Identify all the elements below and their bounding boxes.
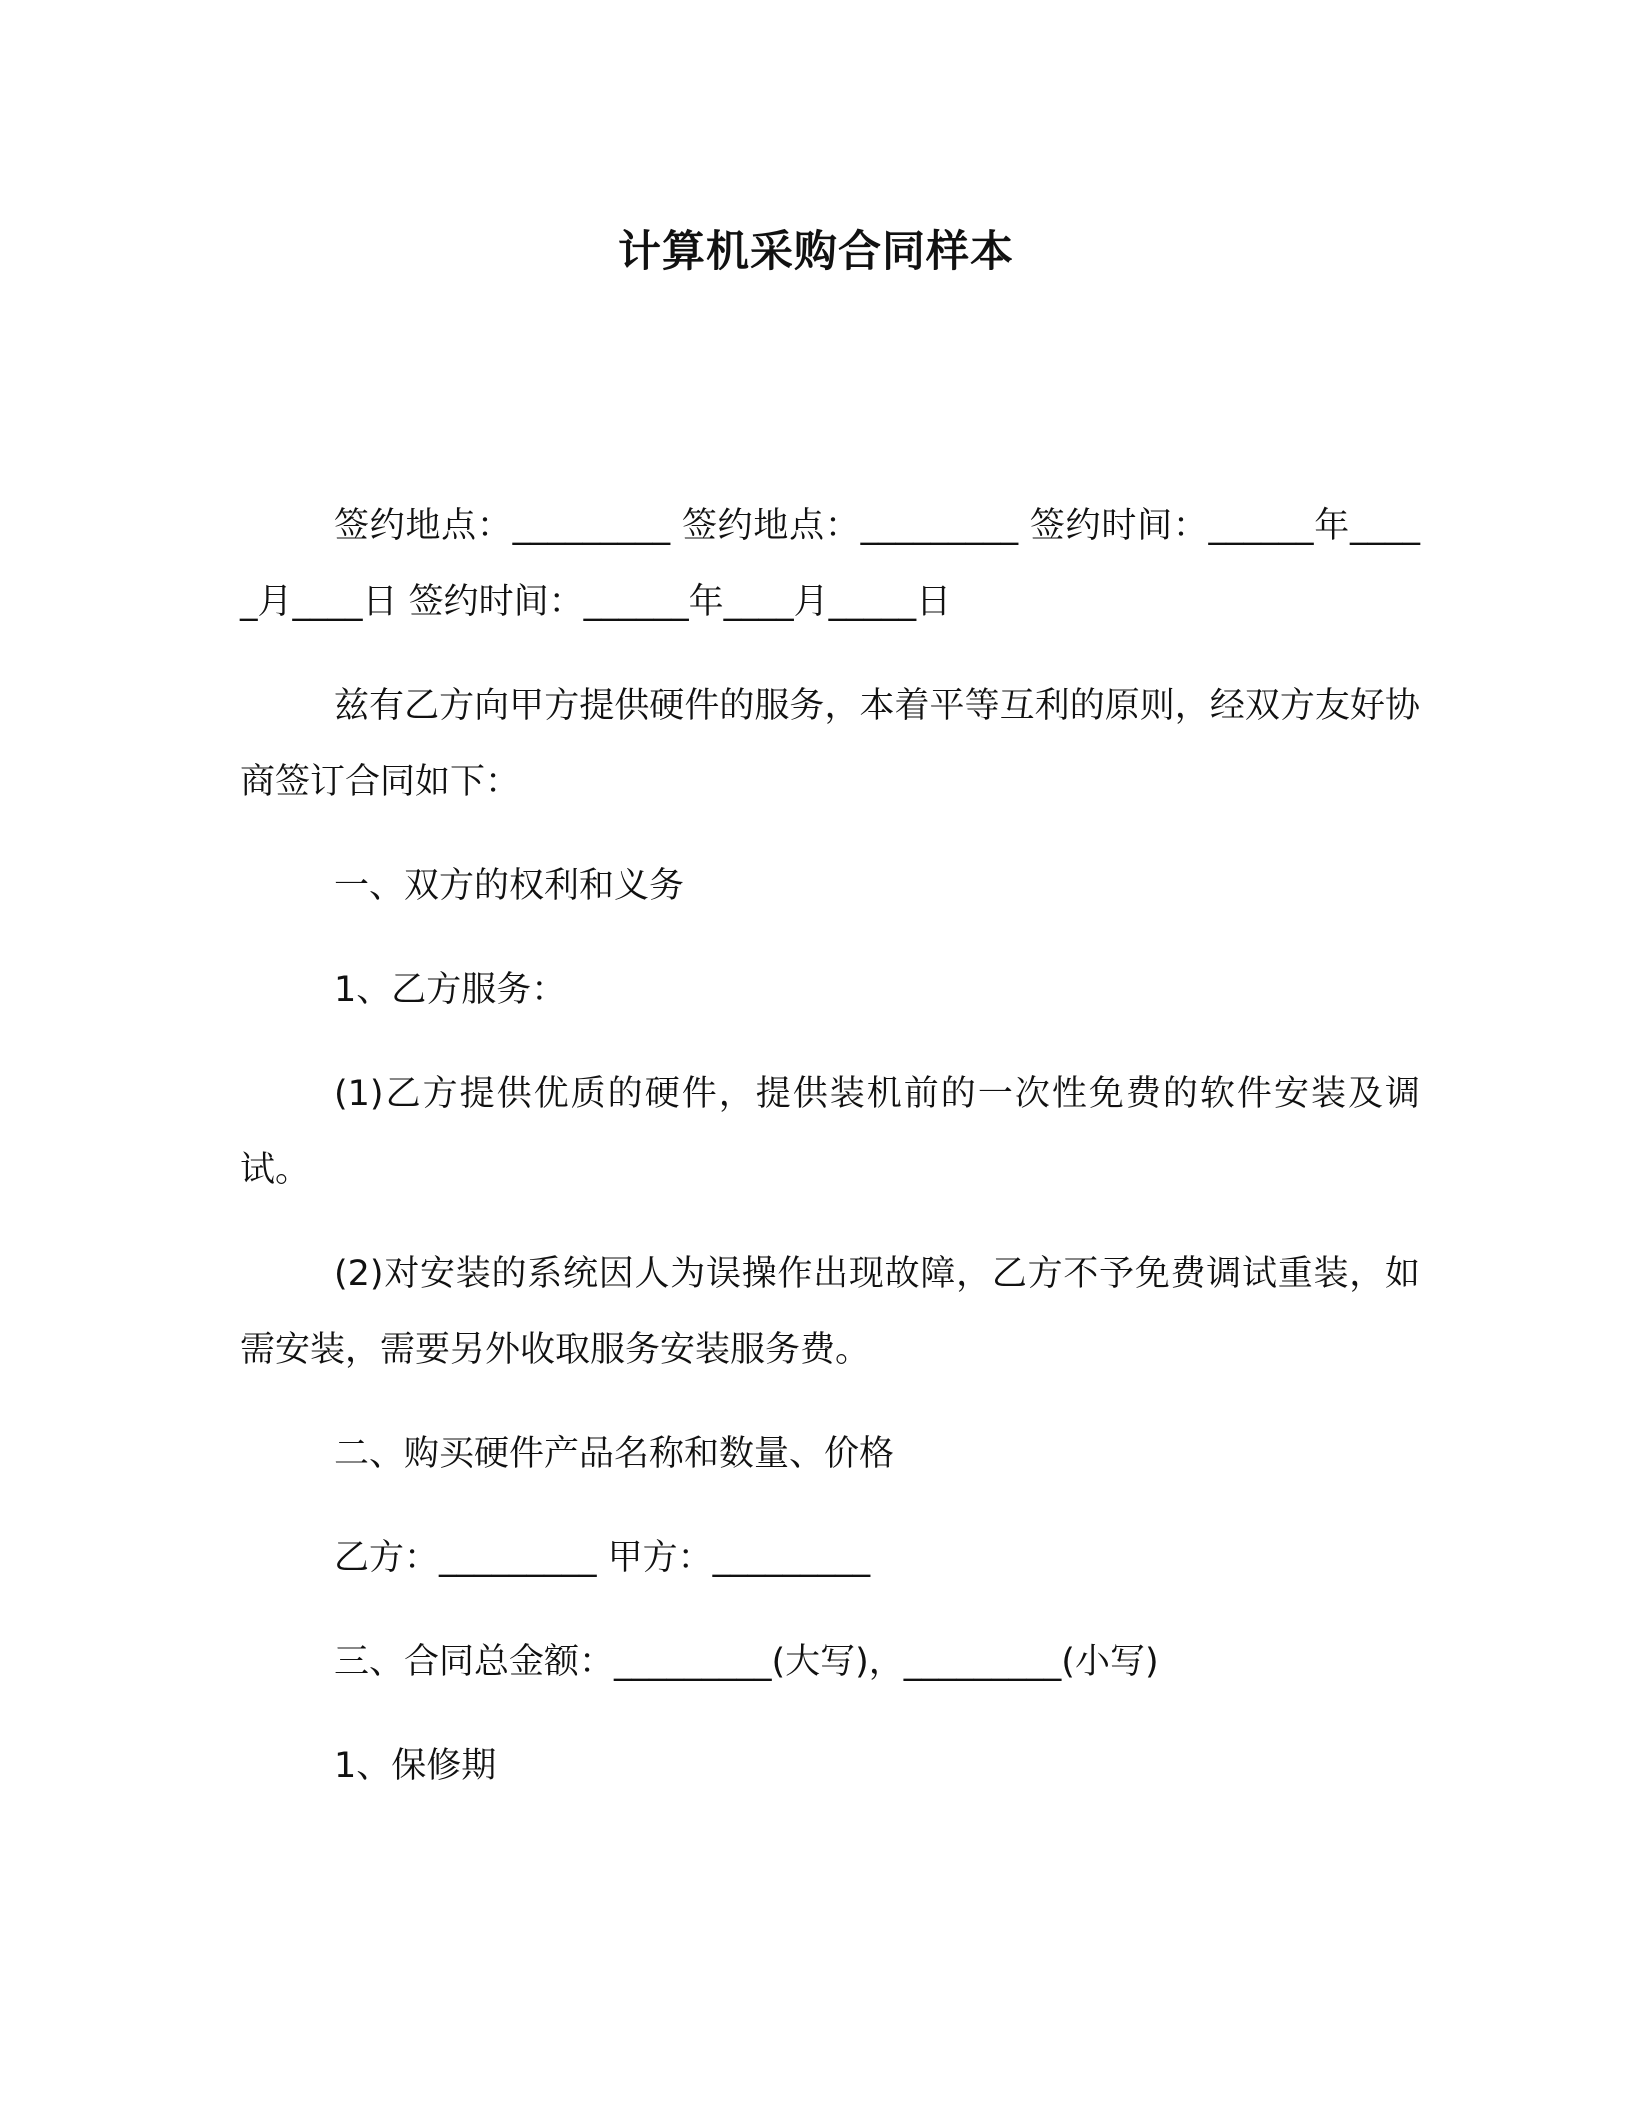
section-heading-total-amount: 三、合同总金额：_________(大写)，_________(小写)	[334, 1642, 1159, 1682]
section-heading-products: 二、购买硬件产品名称和数量、价格	[334, 1434, 895, 1474]
signing-info-paragraph: 签约地点：_________ 签约地点：_________ 签约时间：______年_____月____日 签约时间：______年____月_____日	[240, 506, 1420, 622]
clause-item-2: (2)对安装的系统因人为误操作出现故障，乙方不予免费调试重装，如需安装，需要另外收取服务安装服务费。	[240, 1254, 1420, 1370]
section-heading-rights: 一、双方的权利和义务	[334, 866, 685, 906]
document-body	[240, 488, 1420, 1832]
preamble-paragraph: 兹有乙方向甲方提供硬件的服务，本着平等互利的原则，经双方友好协商签订合同如下：	[240, 686, 1420, 802]
clause-seller-services: 1、乙方服务：	[334, 970, 567, 1010]
document-title: 计算机采购合同样本	[618, 227, 1014, 277]
clause-item-1: (1)乙方提供优质的硬件，提供装机前的一次性免费的软件安装及调试。	[240, 1074, 1420, 1190]
clause-warranty-period: 1、保修期	[334, 1746, 497, 1786]
parties-line: 乙方：_________ 甲方：_________	[334, 1538, 871, 1578]
